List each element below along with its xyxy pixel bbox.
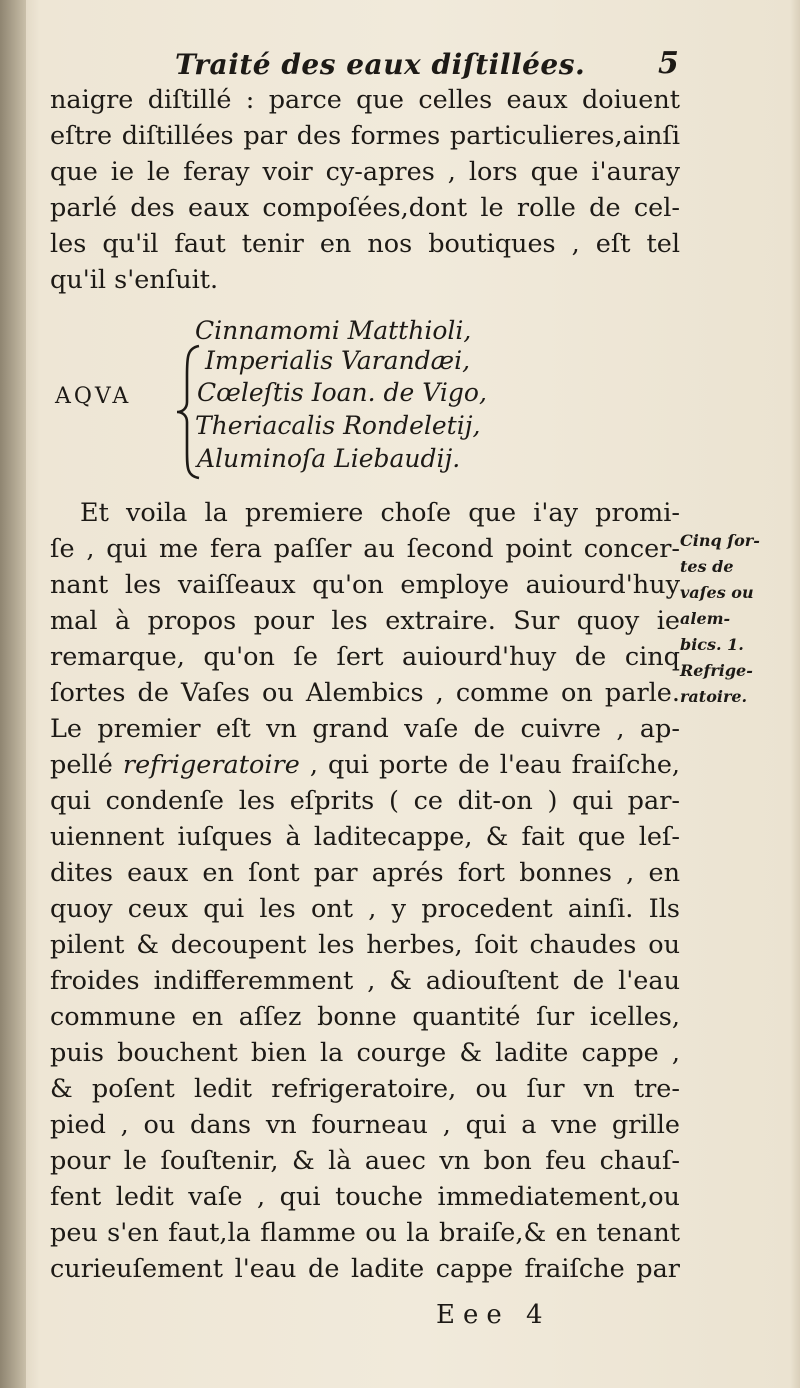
text-line: froides indifferemment , & adiouſtent de l'eau	[50, 966, 680, 996]
text-line: Et voila la premiere choſe que i'ay promi-	[80, 498, 680, 528]
running-head: Traité des eaux diſtillées.	[175, 48, 586, 81]
term-refrigeratoire: refrigeratoire	[122, 750, 300, 780]
page-number: 5	[658, 46, 679, 81]
line-start: pellé	[50, 750, 123, 780]
text-line: quoy ceux qui les ont , y procedent ainſi. Ils	[50, 894, 680, 924]
text-line: les qu'il faut tenir en nos boutiques , eſt tel	[50, 229, 680, 259]
text-line: nant les vaiſſeaux qu'on employe auiourd'huy	[50, 570, 680, 600]
text-line: curieuſement l'eau de ladite cappe fraiſche par	[50, 1254, 680, 1284]
text-line: commune en aſſez bonne quantité ſur icelles,	[50, 1002, 680, 1032]
text-line: dites eaux en ſont par aprés fort bonnes , en	[50, 858, 680, 888]
aqua-item: Aluminoſa Liebaudij.	[197, 444, 461, 473]
text-line: ſe , qui me fera paſſer au ſecond point concer-	[50, 534, 680, 564]
line-end: , qui porte de l'eau fraiſche,	[299, 750, 681, 780]
margin-note-line: bics. 1.	[680, 635, 744, 654]
text-line: pour le ſouſtenir, & là auec vn bon feu chauſ-	[50, 1146, 680, 1176]
margin-note-line: alem-	[680, 609, 731, 628]
text-line: qu'il s'enſuit.	[50, 265, 219, 295]
text-line-refrigeratoire	[50, 747, 680, 783]
aqua-list	[55, 316, 695, 486]
margin-note-line: Cinq ſor-	[680, 531, 760, 550]
aqua-item: Cœleſtis Ioan. de Vigo,	[197, 378, 487, 407]
book-spine	[0, 0, 26, 1388]
text-line: ſortes de Vaſes ou Alembics , comme on parle.	[50, 678, 680, 708]
margin-note	[680, 528, 790, 710]
text-line: pied , ou dans vn fourneau , qui a vne grille	[50, 1110, 680, 1140]
margin-note-line: tes de	[680, 557, 734, 576]
text-line: parlé des eaux compoſées,dont le rolle de cel-	[50, 193, 680, 223]
text-line: fent ledit vaſe , qui touche immediatement,ou	[50, 1182, 680, 1212]
text-line: pilent & decoupent les herbes, ſoit chaudes ou	[50, 930, 680, 960]
aqua-item: Imperialis Varandæi,	[205, 346, 471, 375]
text-line: uiennent iuſques à laditecappe, & fait que leſ-	[50, 822, 680, 852]
aqua-item: Theriacalis Rondeletij,	[195, 411, 481, 440]
text-line: puis bouchent bien la courge & ladite cappe ,	[50, 1038, 680, 1068]
text-line: & poſent ledit refrigeratoire, ou ſur vn tre-	[50, 1074, 680, 1104]
margin-note-line: ratoire.	[680, 687, 748, 706]
signature-mark: Eee 4	[436, 1300, 551, 1330]
aqua-item: Cinnamomi Matthioli,	[195, 316, 472, 345]
text-body	[50, 495, 680, 1287]
text-line: Le premier eſt vn grand vaſe de cuivre , ap-	[50, 714, 680, 744]
margin-note-line: vaſes ou	[680, 583, 754, 602]
text-line: qui condenſe les eſprits ( ce dit-on ) qui par-	[50, 786, 680, 816]
text-line: que ie le feray voir cy-apres , lors que i'auray	[50, 157, 680, 187]
text-line: eſtre diſtillées par des formes particulieres,ainſi	[50, 121, 680, 151]
text-line: remarque, qu'on ſe ſert auiourd'huy de cinq	[50, 642, 680, 672]
text-line: mal à propos pour les extraire. Sur quoy ie	[50, 606, 680, 636]
margin-note-line: Refrige-	[680, 661, 753, 680]
text-line: naigre diſtillé : parce que celles eaux doiuent	[50, 85, 680, 115]
aqua-label: AQVA	[55, 384, 132, 409]
text-line: peu s'en faut,la flamme ou la braiſe,& en tenant	[50, 1218, 680, 1248]
text-top	[50, 82, 680, 298]
